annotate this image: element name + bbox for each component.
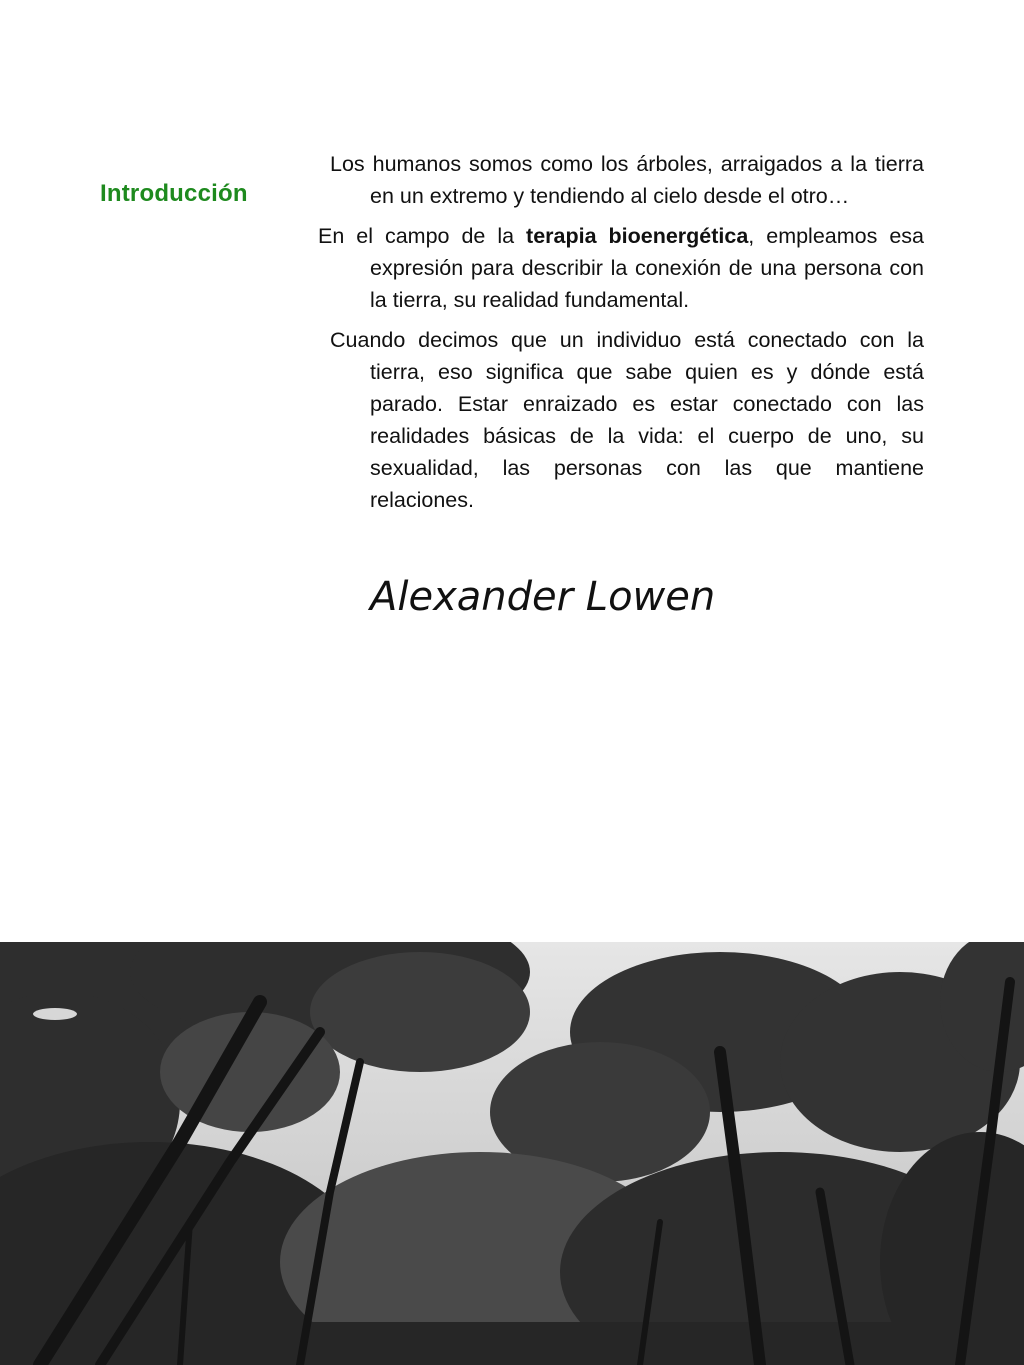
undergrowth: [0, 1132, 1024, 1365]
paragraph-3-text: Cuando decimos que un individuo está conectado con la tierra, eso significa que sabe quien es y dónde está parado. Estar enraizado es estar conectado con las realidades básicas de la vida: el cuerpo de uno, su sexualidad, las personas con las que mantiene relaciones.: [330, 328, 924, 512]
paragraph-1: [316, 148, 924, 212]
paragraph-2-text-start: En el campo de la: [318, 224, 527, 248]
quote-body: [316, 148, 924, 524]
paragraph-2: [316, 220, 924, 316]
author-signature: Alexander Lowen: [370, 574, 716, 620]
paragraph-2-bold-term: terapia bioenergética: [526, 224, 749, 248]
forest-photo: [0, 942, 1024, 1365]
section-title: Introducción: [100, 180, 248, 207]
paragraph-1-text: Los humanos somos como los árboles, arraigados a la tierra en un extremo y tendiendo al cielo desde el otro…: [330, 152, 924, 208]
paragraph-2-text-end: , empleamos esa expresión para describir la conexión de una persona con la tierra, su realidad fundamental.: [370, 224, 924, 312]
paragraph-3: [316, 324, 924, 516]
light-glare: [33, 1008, 77, 1020]
